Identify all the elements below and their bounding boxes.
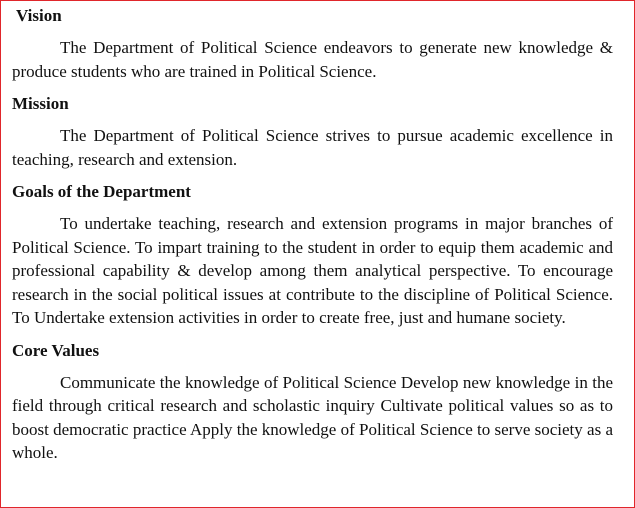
section-body-mission: The Department of Political Science strives to pursue academic excellence in teaching, research and extension. <box>12 126 613 169</box>
section-heading-goals: Goals of the Department <box>12 182 191 201</box>
section-mission <box>12 92 613 171</box>
section-core-values <box>12 339 613 465</box>
section-goals <box>12 180 613 330</box>
section-heading-vision: Vision <box>16 6 62 25</box>
section-body-core-values: Communicate the knowledge of Political Science Develop new knowledge in the field through critical research and scholastic inquiry Cultivate political values so as to boost democratic practice Apply the knowledge of Political Science to serve society as a whole. <box>12 372 613 462</box>
section-body-vision: The Department of Political Science endeavors to generate new knowledge & produce students who are trained in Political Science. <box>12 38 613 81</box>
section-vision <box>12 4 613 83</box>
section-heading-mission: Mission <box>12 94 69 113</box>
section-heading-core-values: Core Values <box>12 340 100 360</box>
section-body-goals: To undertake teaching, research and extension programs in major branches of Political Science. To impart training to the student in order to equip them academic and professional capability & develop among them analytical perspective. To encourage research in the social political issues at contribute to the discipline of Political Science. To Undertake extension activities in order to create free, just and humane society. <box>12 214 613 327</box>
